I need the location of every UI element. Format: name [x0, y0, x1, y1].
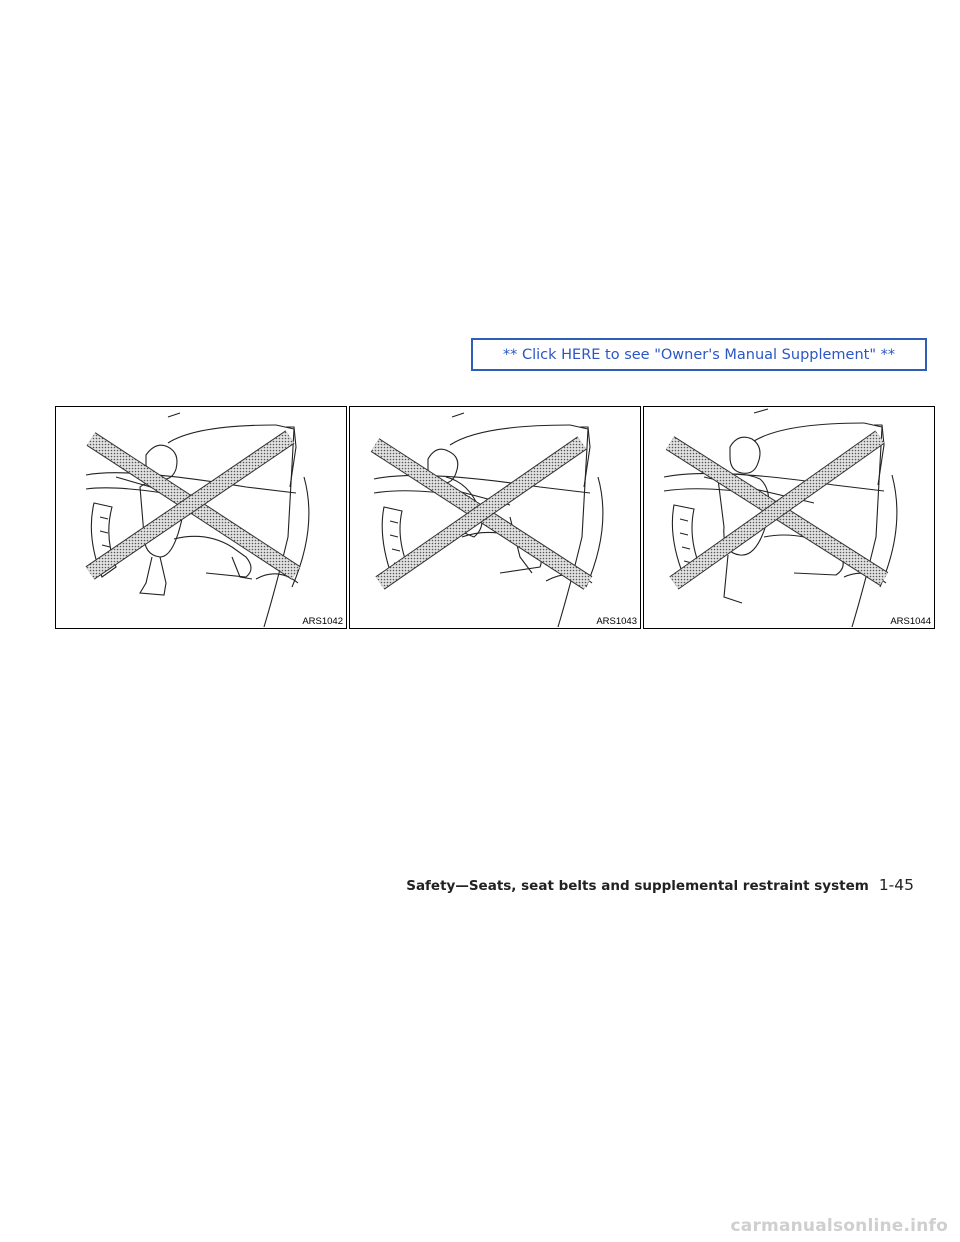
- figure-child-improper-seating-1: [55, 406, 347, 629]
- page-footer: [406, 876, 914, 894]
- illustration-ars1042: [56, 407, 346, 628]
- watermark-text: carmanualsonline.info: [730, 1216, 948, 1236]
- illustration-ars1043: [350, 407, 640, 628]
- figure-id-label: ARS1044: [890, 616, 931, 627]
- section-title: Safety—Seats, seat belts and supplemental restraint system: [406, 878, 869, 894]
- illustration-ars1044: [644, 407, 934, 628]
- page-number: 1-45: [878, 876, 914, 894]
- figure-child-improper-seating-2: [349, 406, 641, 629]
- owners-manual-supplement-link[interactable]: ** Click HERE to see "Owner's Manual Supplement" **: [471, 338, 927, 371]
- figure-id-label: ARS1043: [596, 616, 637, 627]
- figure-child-improper-seating-3: [643, 406, 935, 629]
- figure-id-label: ARS1042: [302, 616, 343, 627]
